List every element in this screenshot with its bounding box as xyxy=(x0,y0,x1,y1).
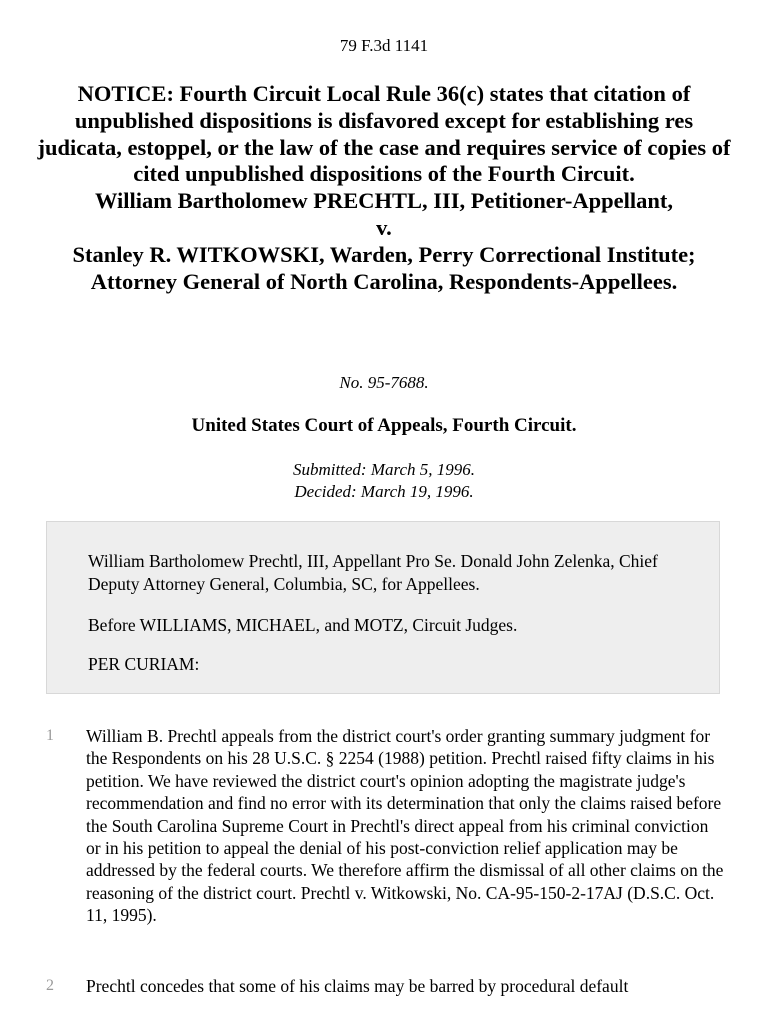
appellee-warden: Stanley R. WITKOWSKI, Warden, Perry Correctional Institute; xyxy=(72,241,696,267)
paragraph-number: 2 xyxy=(46,977,54,994)
per-curiam-label: PER CURIAM: xyxy=(88,654,200,674)
case-dates xyxy=(0,459,768,503)
opinion-header-box xyxy=(46,521,720,694)
reporter-citation: 79 F.3d 1141 xyxy=(339,36,429,55)
paragraph-text: Prechtl concedes that some of his claims may be barred by procedural default xyxy=(86,976,629,996)
court-name: United States Court of Appeals, Fourth Circuit. xyxy=(191,415,577,436)
judges-panel: Before WILLIAMS, MICHAEL, and MOTZ, Circuit Judges. xyxy=(88,615,518,635)
submitted-date: Submitted: March 5, 1996. xyxy=(292,460,476,479)
counsel-listing: William Bartholomew Prechtl, III, Appellant Pro Se. Donald John Zelenka, Chief Deputy Attorney General, Columbia, SC, for Appellees. xyxy=(88,551,658,594)
versus-text: v. xyxy=(376,214,392,240)
docket-number: No. 95-7688. xyxy=(339,373,429,392)
case-caption xyxy=(30,81,738,295)
appellant-name: William Bartholomew PRECHTL, III, Petitioner-Appellant, xyxy=(94,188,674,214)
local-rule-notice: NOTICE: Fourth Circuit Local Rule 36(c) states that citation of unpublished dispositions is disfavored except for establishing res judicata, estoppel, or the law of the case and requires service of copies of cited unpublished dispositions of the Fourth Circuit. xyxy=(37,81,731,187)
decided-date: Decided: March 19, 1996. xyxy=(294,482,474,501)
paragraph-number: 1 xyxy=(46,727,54,744)
appellee-attorney-general: Attorney General of North Carolina, Respondents-Appellees. xyxy=(90,268,678,294)
paragraph-text: William B. Prechtl appeals from the district court's order granting summary judgment for the Respondents on his 28 U.S.C. § 2254 (1988) petition. Prechtl raised fifty claims in his petition. We have reviewed the district court's opinion adopting the magistrate judge's recommendation and find no error with its determination that only the claims raised before the South Carolina Supreme Court in Prechtl's direct appeal from his criminal conviction or in his petition to appeal the denial of his post-conviction relief application may be addressed by the federal courts. We therefore affirm the dismissal of all other claims on the reasoning of the district court. Prechtl v. Witkowski, No. CA-95-150-2-17AJ (D.S.C. Oct. 11, 1995). xyxy=(86,726,724,926)
